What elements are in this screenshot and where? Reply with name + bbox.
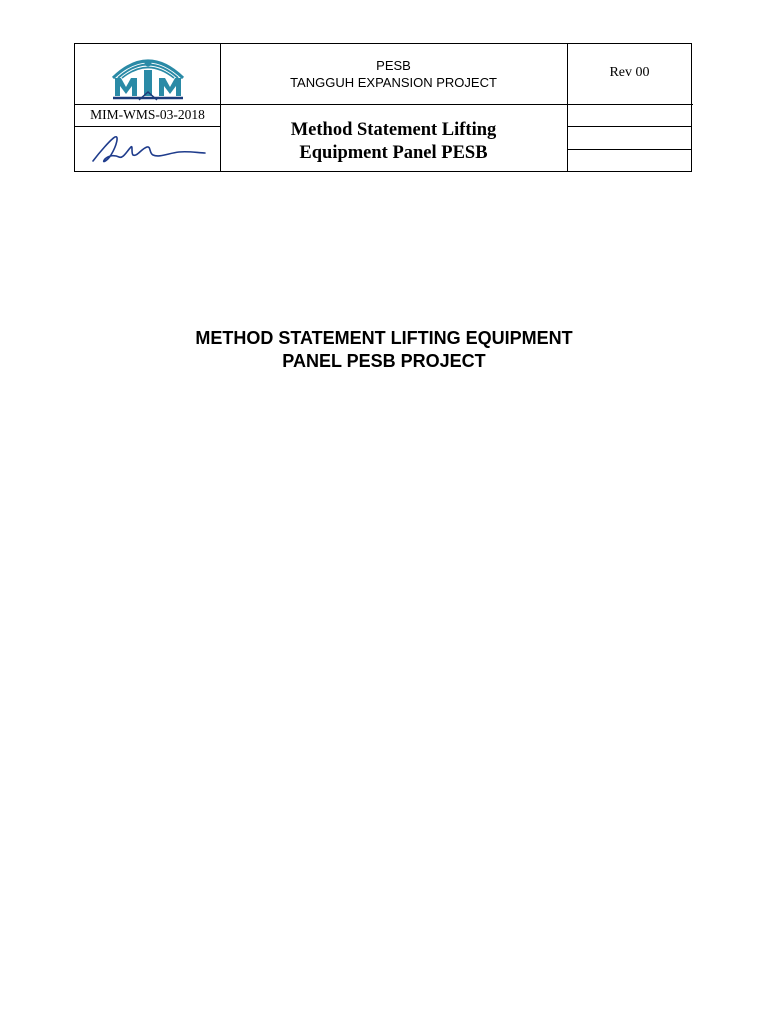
revision-label: Rev 00 [609,65,650,80]
page-title-line2: PANEL PESB PROJECT [282,351,486,371]
doc-title-line1: Method Statement Lifting [290,120,497,140]
doc-number: MIM-WMS-03-2018 [90,107,205,122]
mim-logo [109,48,187,102]
page-title-line1: METHOD STATEMENT LIFTING EQUIPMENT [195,328,573,348]
project-name: TANGGUH EXPANSION PROJECT [290,75,497,90]
revision-cell [567,44,692,104]
header-divider [567,149,692,150]
header-divider [567,126,692,127]
header-title-cell [220,44,567,104]
signature-cell [75,127,220,172]
doc-title-cell [220,104,567,172]
doc-title-line2: Equipment Panel PESB [299,143,488,163]
doc-number-cell [75,104,220,126]
company-name: PESB [376,58,411,73]
document-header-table [74,43,692,172]
signature [89,131,209,169]
logo-cell [75,44,220,104]
